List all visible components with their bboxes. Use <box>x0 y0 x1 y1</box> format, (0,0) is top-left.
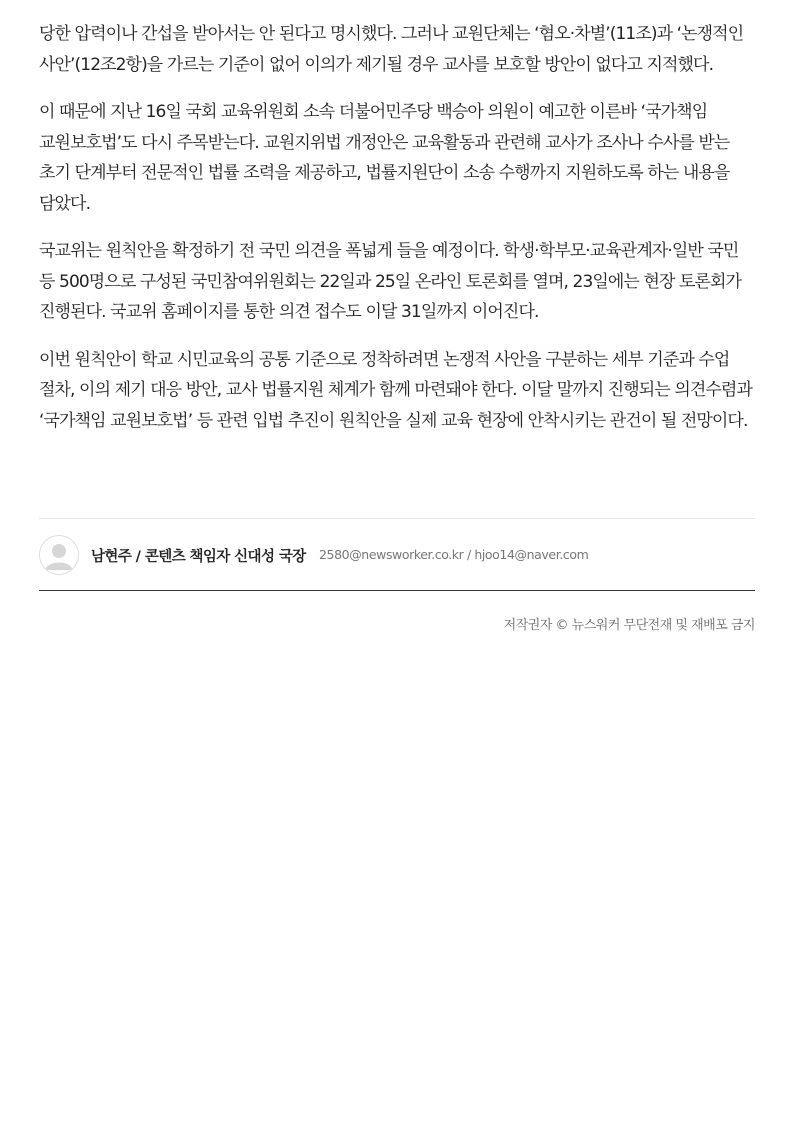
article-paragraph: 국교위는 원칙안을 확정하기 전 국민 의견을 폭넓게 들을 예정이다. 학생·학부모·교육관계자·일반 국민 등 500명으로 구성된 국민참여위원회는 22일과 25일 온라인 토론회를 열며, 23일에는 현장 토론회가 진행된다. 국교위 홈페이지를 통한 의견 접수도 이달 31일까지 이어진다. <box>39 241 742 322</box>
copyright-notice: 저작권자 © 뉴스워커 무단전재 및 재배포 금지 <box>503 618 755 633</box>
article-body <box>39 19 755 453</box>
article-paragraph: 이 때문에 지난 16일 국회 교육위원회 소속 더불어민주당 백승아 의원이 예고한 이른바 ‘국가책임 교원보호법’도 다시 주목받는다. 교원지위법 개정안은 교육활동과 관련해 교사가 조사나 수사를 받는 초기 단계부터 전문적인 법률 조력을 제공하고, 법률지원단이 소송 수행까지 지원하도록 하는 내용을 담았다. <box>39 102 730 214</box>
author-emails[interactable]: 2580@newsworker.co.kr / hjoo14@naver.com <box>319 547 589 562</box>
author-name: 남현주 / 콘텐츠 책임자 신대성 국장 <box>91 549 306 565</box>
user-avatar-icon <box>39 535 79 575</box>
article-paragraph: 이번 원칙안이 학교 시민교육의 공통 기준으로 정착하려면 논쟁적 사안을 구분하는 세부 기준과 수업 절차, 이의 제기 대응 방안, 교사 법률지원 체계가 함께 마련돼야 한다. 이달 말까지 진행되는 의견수렴과 ‘국가책임 교원보호법’ 등 관련 입법 추진이 원칙안을 실제 교육 현장에 안착시키는 관건이 될 전망이다. <box>39 349 752 431</box>
author-byline <box>39 518 755 591</box>
article-paragraph: 당한 압력이나 간섭을 받아서는 안 된다고 명시했다. 그러나 교원단체는 ‘혐오·차별’(11조)과 ‘논쟁적인 사안’(12조2항)을 가르는 기준이 없어 이의가 제기될 경우 교사를 보호할 방안이 없다고 지적했다. <box>39 24 744 75</box>
